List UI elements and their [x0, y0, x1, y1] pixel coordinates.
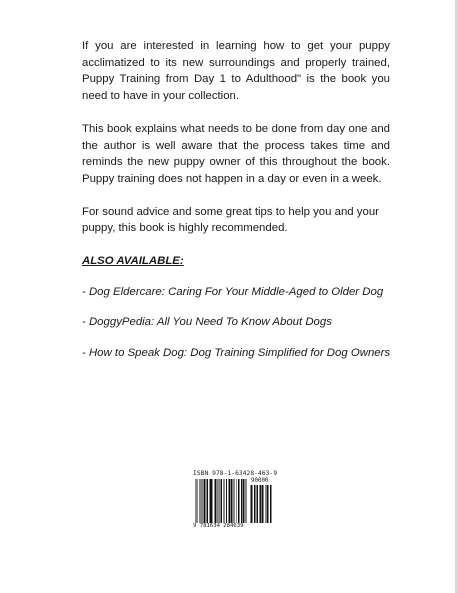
isbn-barcode	[193, 470, 278, 532]
also-available-title-3: - How to Speak Dog: Dog Training Simplified for Dog Owners	[82, 347, 391, 360]
cover-text	[82, 38, 390, 376]
price-code-label: 90000	[251, 478, 269, 484]
barcode-digits: 9 781634 284639	[193, 523, 244, 529]
barcode-bars-icon	[195, 479, 247, 523]
barcode-addon-bars-icon	[250, 485, 272, 523]
description-paragraph-2: This book explains what needs to be done from day one and the author is well aware that the process takes time and reminds the new puppy owner of this throughout the book. Puppy training does not happen in a day or even in a week.	[82, 122, 390, 185]
description-paragraph-3: For sound advice and some great tips to help you and your puppy, this book is highly recommended.	[82, 205, 379, 235]
description-paragraph-1: If you are interested in learning how to get your puppy acclimatized to its new surroundings and properly trained, Puppy Training from Day 1 to Adulthood" is the book you need to have in your collection.	[82, 40, 390, 103]
also-available-title-2: - DoggyPedia: All You Need To Know About Dogs	[82, 316, 332, 329]
isbn-label: ISBN 978-1-63428-463-9	[193, 470, 278, 477]
also-available-heading: ALSO AVAILABLE:	[82, 255, 184, 268]
also-available-title-1: - Dog Eldercare: Caring For Your Middle-Aged to Older Dog	[82, 285, 384, 298]
